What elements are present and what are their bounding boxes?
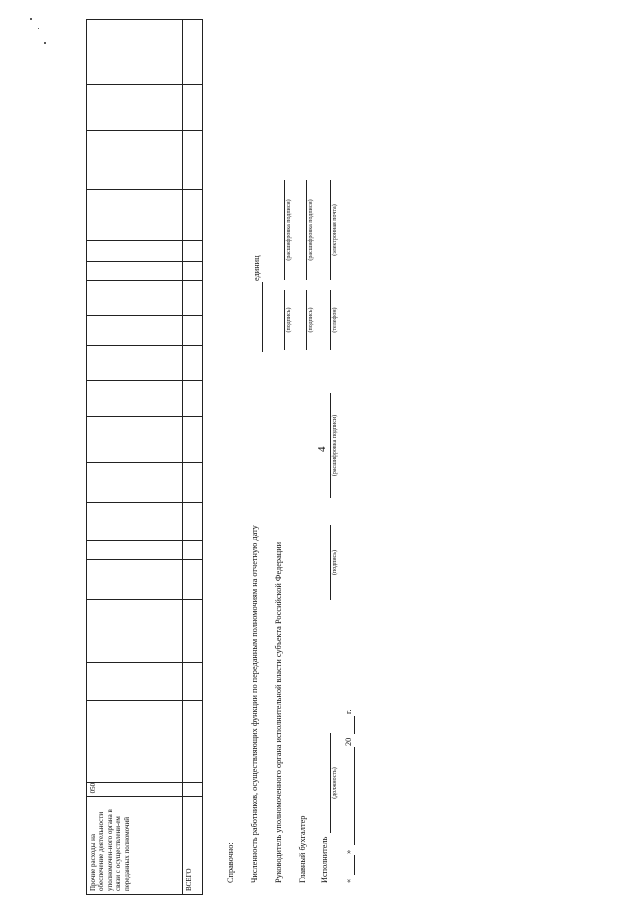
table-cell[interactable] bbox=[183, 20, 203, 85]
table-cell[interactable] bbox=[87, 262, 183, 281]
table-cell[interactable] bbox=[87, 416, 183, 462]
date-close-quote: » bbox=[344, 849, 353, 854]
phone-caption: (телефон) bbox=[332, 307, 338, 333]
executor-decode-line[interactable] bbox=[330, 393, 331, 498]
table-cell[interactable] bbox=[183, 502, 203, 540]
row-label: Прочие расходы на обеспечение деятельности уполномочен-ного органа в связи с осуществлени-ем переданных полномочий bbox=[87, 797, 183, 895]
executor-title: Исполнитель bbox=[320, 836, 329, 883]
row-label: ВСЕГО bbox=[183, 797, 203, 895]
table-cell[interactable] bbox=[183, 84, 203, 130]
staff-count-blank[interactable] bbox=[262, 282, 263, 352]
date-open-quote: « bbox=[344, 878, 353, 883]
table-cell[interactable] bbox=[183, 662, 203, 700]
table-cell[interactable] bbox=[183, 540, 203, 559]
executor-sign-line[interactable] bbox=[330, 525, 331, 600]
table-cell[interactable] bbox=[87, 315, 183, 346]
date-month-line[interactable] bbox=[354, 747, 355, 845]
head-sign-line[interactable] bbox=[284, 290, 285, 350]
table-cell[interactable] bbox=[87, 20, 183, 85]
table-cell[interactable] bbox=[183, 281, 203, 315]
accountant-decode-caption: (расшифровка подписи) bbox=[308, 199, 314, 261]
executor-sign-caption: (подпись) bbox=[332, 550, 338, 575]
accountant-title: Главный бухгалтер bbox=[298, 815, 307, 883]
table-cell[interactable] bbox=[183, 599, 203, 662]
table-cell[interactable] bbox=[87, 281, 183, 315]
table-cell[interactable] bbox=[183, 380, 203, 416]
table-cell[interactable] bbox=[87, 241, 183, 262]
table-cell[interactable] bbox=[87, 346, 183, 380]
head-decode-line[interactable] bbox=[284, 180, 285, 280]
table-row bbox=[183, 1, 203, 895]
date-year-suffix: г. bbox=[344, 709, 353, 714]
email-line[interactable] bbox=[330, 180, 331, 280]
expenses-table bbox=[86, 0, 203, 895]
table-cell[interactable] bbox=[183, 130, 203, 189]
date-year-line[interactable] bbox=[354, 716, 355, 734]
accountant-decode-line[interactable] bbox=[306, 180, 307, 280]
row-code bbox=[183, 782, 203, 797]
executor-decode-caption: (расшифровка подписи) bbox=[332, 414, 338, 477]
table-cell[interactable] bbox=[183, 262, 203, 281]
row-code: 050 bbox=[87, 782, 183, 797]
table-cell[interactable] bbox=[183, 462, 203, 502]
head-title: Руководитель уполномоченного органа исполнительной власти субъекта Российской Федерации bbox=[274, 541, 283, 883]
staff-count-text: Численность работников, осуществляющих функции по переданным полномочиям на отчетную дату bbox=[250, 525, 259, 883]
staff-count-unit: единиц bbox=[252, 255, 261, 281]
accountant-sign-line[interactable] bbox=[306, 290, 307, 350]
date-year-prefix: 20 bbox=[344, 737, 353, 746]
table-cell[interactable] bbox=[87, 540, 183, 559]
table-cell[interactable] bbox=[87, 189, 183, 240]
date-day-line[interactable] bbox=[354, 855, 355, 875]
table-cell[interactable] bbox=[183, 346, 203, 380]
reference-title: Справочно: bbox=[226, 842, 235, 883]
accountant-sign-caption: (подпись) bbox=[308, 307, 314, 333]
email-caption: (электронная почта) bbox=[332, 204, 338, 256]
table-cell[interactable] bbox=[183, 416, 203, 462]
table-cell[interactable] bbox=[183, 315, 203, 346]
position-line[interactable] bbox=[330, 733, 331, 833]
phone-line[interactable] bbox=[330, 290, 331, 350]
head-sign-caption: (подпись) bbox=[286, 307, 292, 333]
table-row bbox=[87, 1, 183, 895]
head-decode-caption: (расшифровка подписи) bbox=[286, 199, 292, 261]
table-cell[interactable] bbox=[87, 130, 183, 189]
table-cell[interactable] bbox=[87, 502, 183, 540]
table-cell[interactable] bbox=[183, 559, 203, 599]
table-cell[interactable] bbox=[183, 241, 203, 262]
page-number: 4 bbox=[316, 446, 328, 452]
table-cell[interactable] bbox=[87, 84, 183, 130]
table-cell[interactable] bbox=[87, 700, 183, 782]
table-cell[interactable] bbox=[87, 599, 183, 662]
position-caption: (должность) bbox=[332, 767, 338, 799]
table-cell[interactable] bbox=[87, 559, 183, 599]
table-cell[interactable] bbox=[183, 189, 203, 240]
table-cell[interactable] bbox=[87, 462, 183, 502]
table-cell[interactable] bbox=[87, 662, 183, 700]
table-cell[interactable] bbox=[87, 380, 183, 416]
table-cell[interactable] bbox=[183, 700, 203, 782]
